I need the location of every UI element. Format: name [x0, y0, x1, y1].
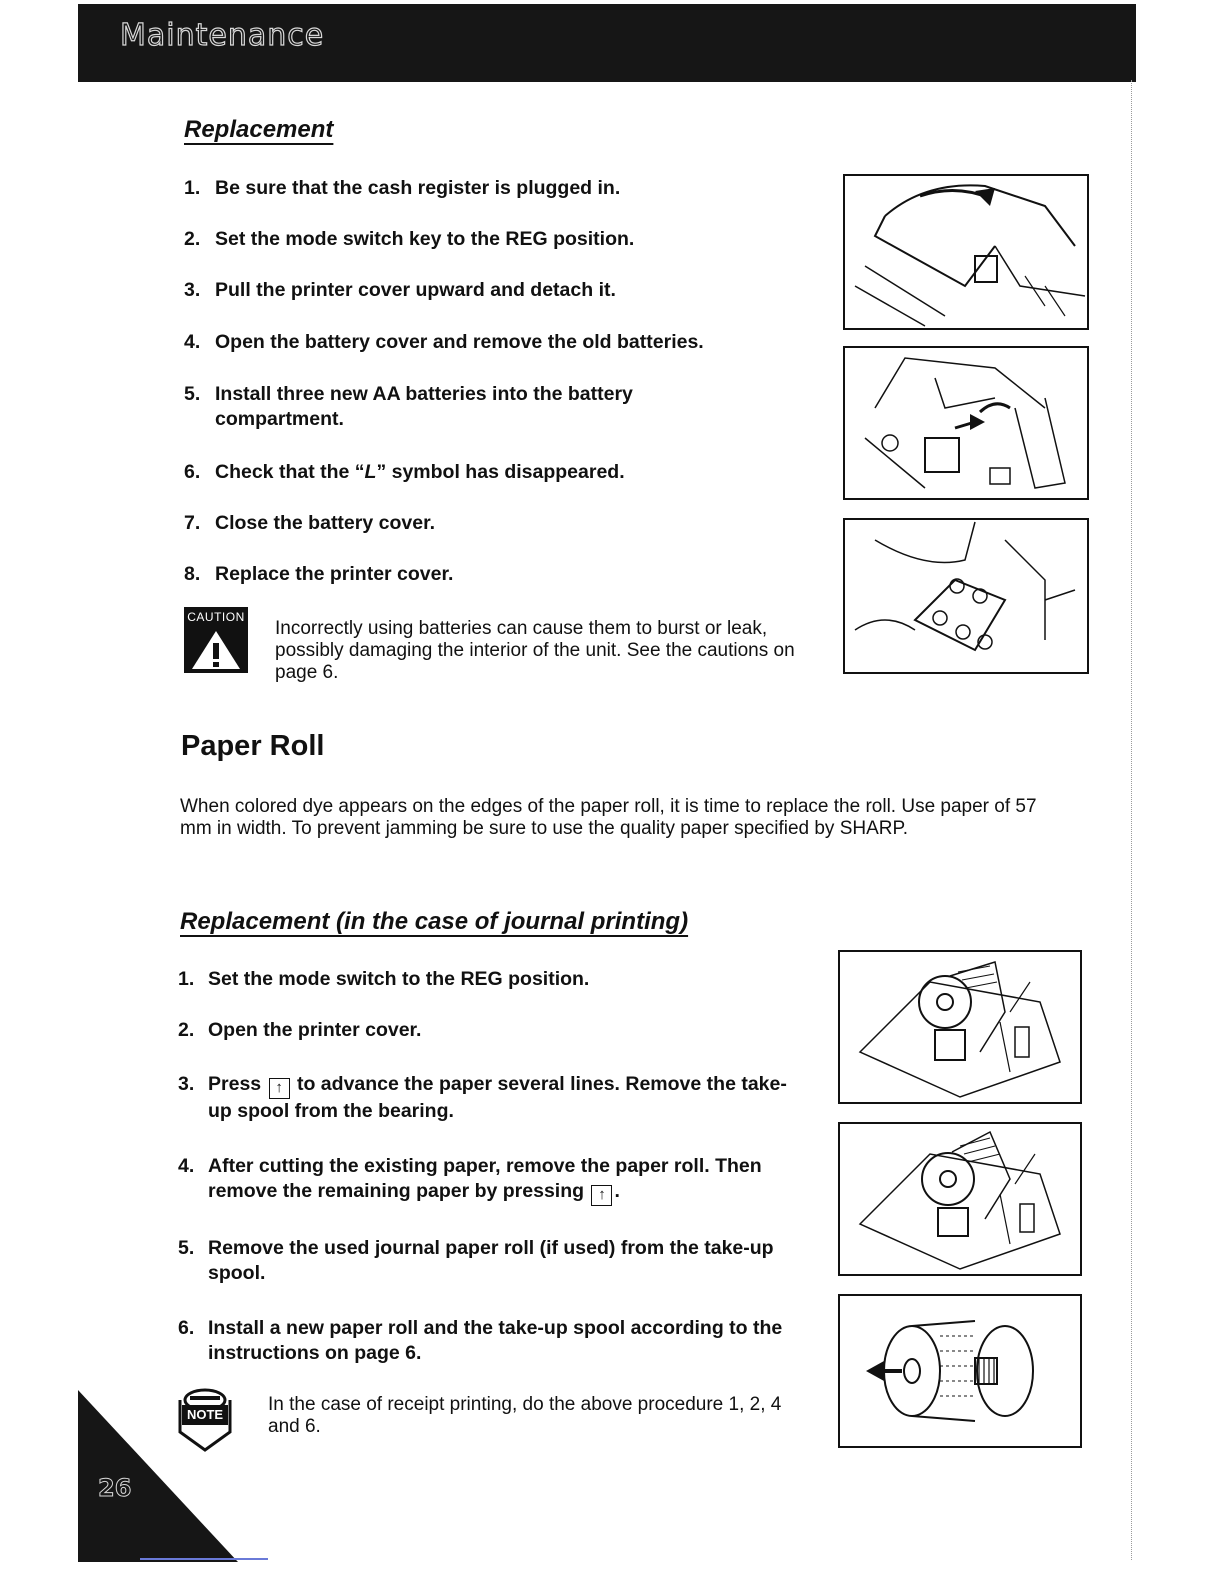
step-text: Pull the printer cover upward and detach it. [215, 279, 616, 301]
step-number: 7. [184, 512, 201, 534]
caution-text: Incorrectly using batteries can cause them to burst or leak, possibly damaging the interior of the unit. See the cautions on page 6. [275, 618, 795, 683]
page-number: 26 [98, 1474, 132, 1502]
battery-step-6 [184, 460, 804, 485]
step-number: 6. [178, 1317, 195, 1339]
journal-step-4 [178, 1154, 788, 1206]
journal-step-3 [178, 1072, 808, 1124]
step-number: 1. [178, 968, 195, 990]
figure-take-up-spool [838, 1294, 1082, 1448]
page-edge-rule [1131, 80, 1133, 1560]
step-number: 6. [184, 461, 201, 483]
battery-step-5 [184, 382, 704, 432]
step-text: Open the battery cover and remove the old batteries. [215, 331, 704, 353]
step-text: Set the mode switch key to the REG position. [215, 228, 635, 250]
header-bar [78, 4, 1136, 82]
step-number: 8. [184, 563, 201, 585]
step-number: 4. [184, 331, 201, 353]
bottom-underline [140, 1558, 268, 1560]
note-text: In the case of receipt printing, do the above procedure 1, 2, 4 and 6. [268, 1394, 782, 1437]
battery-step-3 [184, 278, 804, 303]
step-text-after: to advance the paper several lines. Remove the take-up spool from the bearing. [208, 1073, 787, 1122]
journal-step-6 [178, 1316, 818, 1366]
step-number: 3. [184, 279, 201, 301]
step-number: 5. [184, 383, 201, 405]
paper-feed-key-icon: ↑ [269, 1078, 290, 1099]
journal-step-1 [178, 967, 818, 992]
step-text-before: Check that the “ [215, 461, 365, 483]
journal-step-5 [178, 1236, 778, 1286]
low-battery-symbol: L [364, 461, 377, 483]
step-number: 1. [184, 177, 201, 199]
paper-feed-key-icon: ↑ [591, 1185, 612, 1206]
step-number: 4. [178, 1155, 195, 1177]
battery-step-1 [184, 176, 804, 201]
step-text: Set the mode switch to the REG position. [208, 968, 590, 990]
paper-roll-heading: Paper Roll [181, 730, 325, 762]
battery-replacement-heading: Replacement [184, 116, 334, 143]
step-number: 5. [178, 1237, 195, 1259]
caution-label: CAUTION [184, 607, 248, 627]
figure-journal-printer-open [838, 950, 1082, 1104]
step-number: 2. [178, 1019, 195, 1041]
battery-step-4 [184, 330, 804, 355]
step-text-before: After cutting the existing paper, remove the paper roll. Then remove the remaining paper by pressing [208, 1155, 762, 1202]
step-text: Remove the used journal paper roll (if used) from the take-up spool. [208, 1237, 774, 1284]
figure-battery-compartment [843, 518, 1089, 674]
step-text: Install a new paper roll and the take-up spool according to the instructions on page 6. [208, 1317, 783, 1364]
journal-step-2 [178, 1018, 818, 1043]
step-number: 2. [184, 228, 201, 250]
step-text: Install three new AA batteries into the battery compartment. [215, 383, 633, 430]
battery-step-7 [184, 511, 804, 536]
journal-replacement-heading: Replacement (in the case of journal printing) [180, 908, 689, 935]
paper-roll-intro: When colored dye appears on the edges of the paper roll, it is time to replace the roll. Use paper of 57 mm in width. To prevent jamming be sure to use the quality paper specified by SHARP. [180, 796, 1037, 839]
figure-journal-roll-removal [838, 1122, 1082, 1276]
note-label: NOTE [182, 1405, 228, 1425]
step-text: Be sure that the cash register is plugged in. [215, 177, 621, 199]
figure-battery-cover [843, 346, 1089, 500]
step-text-before: Press [208, 1073, 262, 1095]
step-text: Open the printer cover. [208, 1019, 422, 1041]
battery-step-2 [184, 227, 804, 252]
step-text-after: ” symbol has disappeared. [376, 461, 625, 483]
battery-step-8 [184, 562, 804, 587]
step-text: Replace the printer cover. [215, 563, 454, 585]
step-text: Close the battery cover. [215, 512, 436, 534]
figure-printer-cover [843, 174, 1089, 330]
caution-icon [184, 607, 248, 673]
step-number: 3. [178, 1073, 195, 1095]
step-text-after: . [614, 1180, 620, 1202]
page-title: Maintenance [120, 18, 325, 53]
